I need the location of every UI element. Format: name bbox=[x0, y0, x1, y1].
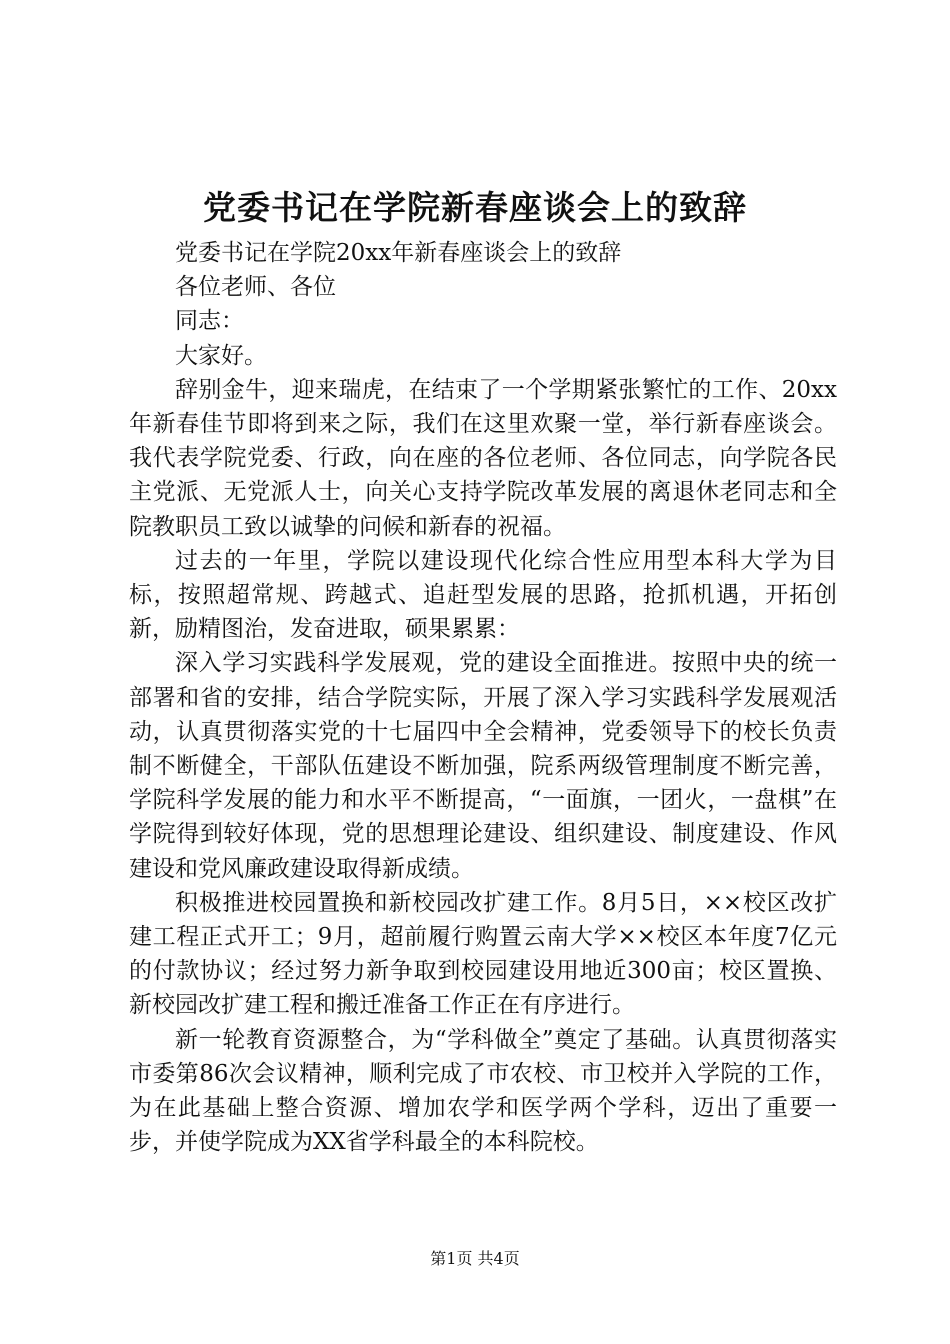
paragraph-resources: 新一轮教育资源整合，为“学科做全”奠定了基础。认真贯彻落实市委第86次会议精神，顺利完成了市农校、市卫校并入学院的工作，为在此基础上整合资源、增加农学和医学两个学科，迈出了重要一步，并使学院成为XX省学科最全的本科院校。 bbox=[129, 1026, 837, 1156]
paragraph-party-building: 深入学习实践科学发展观，党的建设全面推进。按照中央的统一部署和省的安排，结合学院实际，开展了深入学习实践科学发展观活动，认真贯彻落实党的十七届四中全会精神，党委领导下的校长负责制不断健全，干部队伍建设不断加强，院系两级管理制度不断完善，学院科学发展的能力和水平不断提高，“一面旗，一团火，一盘棋”在学院得到较好体现，党的思想理论建设、组织建设、制度建设、作风建设和党风廉政建设取得新成绩。 bbox=[129, 650, 837, 882]
paragraph-review: 过去的一年里，学院以建设现代化综合性应用型本科大学为目标，按照超常规、跨越式、追赶型发展的思路，抢抓机遇，开拓创新，励精图治，发奋进取，硕果累累： bbox=[129, 547, 837, 643]
document-body bbox=[129, 236, 837, 1159]
paragraph-subtitle: 党委书记在学院20xx年新春座谈会上的致辞 bbox=[175, 240, 622, 266]
paragraph-campus: 积极推进校园置换和新校园改扩建工作。8月5日，××校区改扩建工程正式开工；9月，超前履行购置云南大学××校区本年度7亿元的付款协议；经过努力新争取到校园建设用地近300亩；校区置换、新校园改扩建工程和搬迁准备工作正在有序进行。 bbox=[129, 889, 837, 1019]
paragraph-opening: 辞别金牛，迎来瑞虎，在结束了一个学期紧张繁忙的工作、20xx年新春佳节即将到来之际，我们在这里欢聚一堂，举行新春座谈会。我代表学院党委、行政，向在座的各位老师、各位同志，向学院各民主党派、无党派人士，向关心支持学院改革发展的离退休老同志和全院教职员工致以诚挚的问候和新春的祝福。 bbox=[129, 376, 837, 540]
paragraph-greeting: 大家好。 bbox=[175, 342, 267, 369]
paragraph-salutation-cont: 同志： bbox=[175, 308, 244, 335]
document-title: 党委书记在学院新春座谈会上的致辞 bbox=[203, 188, 747, 227]
paragraph-salutation: 各位老师、各位 bbox=[175, 274, 336, 301]
page-footer: 第1页 共4页 bbox=[430, 1249, 520, 1268]
